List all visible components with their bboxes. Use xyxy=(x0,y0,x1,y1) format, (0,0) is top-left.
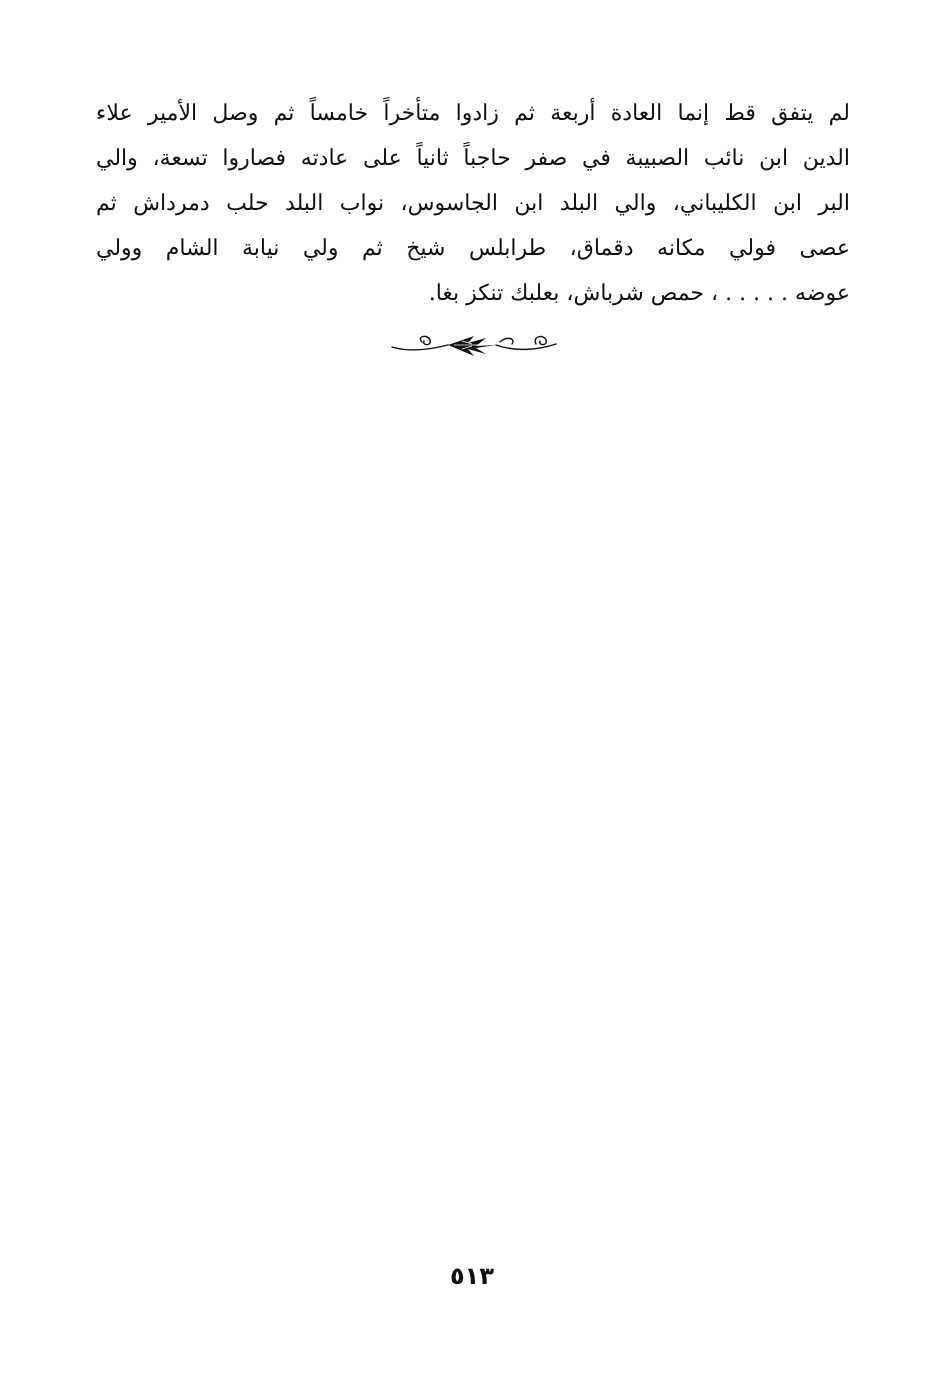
body-text xyxy=(96,91,850,316)
text-line-2: الدين ابن نائب الصبيبة في صفر حاجباً ثانياً على عادته فصاروا تسعة، والي xyxy=(96,146,850,171)
text-line-5: عوضه . . . . . ، حمص شرباش، بعلبك تنكز بغا. xyxy=(428,281,850,306)
text-line-1: لم يتفق قط إنما العادة أربعة ثم زادوا متأخراً خامساً ثم وصل الأمير علاء xyxy=(96,101,850,126)
text-line-3: البر ابن الكليباني، والي البلد ابن الجاسوس، نواب البلد حلب دمرداش ثم xyxy=(96,191,850,216)
text-line-4: عصى فولي مكانه دقماق، طرابلس شيخ ثم ولي نيابة الشام وولي xyxy=(96,236,850,261)
page-number: ٥١٣ xyxy=(450,1262,494,1290)
decorative-divider-icon xyxy=(388,330,560,360)
